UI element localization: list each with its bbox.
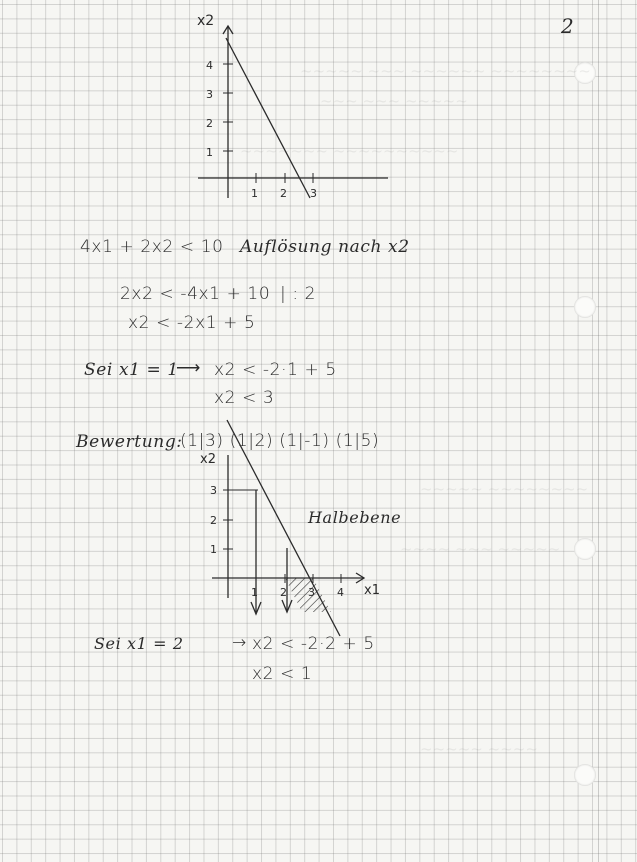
y-axis-label-1: x2 [197, 13, 215, 29]
x-axis-label-2: x1 [364, 583, 380, 598]
page-number: 2 [561, 14, 575, 38]
y-tick-label: 2 [206, 117, 213, 130]
y-tick-label: 3 [210, 484, 217, 497]
bleed-through-text: ~~~~~ ~~~~~~~~ [420, 480, 589, 498]
result-line: x2 < -2x1 + 5 [128, 313, 256, 333]
y-tick-label: 4 [206, 59, 213, 72]
x-tick-label: 1 [251, 187, 258, 200]
bleed-through-text: ~~~~~ ~~~~ [420, 740, 538, 758]
arrow: ⟶ [176, 358, 201, 378]
bleed-through-text: ~~~~ ~~~ ~~~~~ [400, 540, 561, 558]
substitution-line: Sei x1 = 1 [84, 360, 179, 380]
y-tick-label: 1 [210, 543, 217, 556]
step-line: 2x2 < -4x1 + 10 [120, 284, 271, 304]
bound-result-2: x2 < 1 [252, 664, 313, 684]
x-tick-label: 3 [308, 586, 315, 599]
x-tick-label: 2 [280, 586, 287, 599]
x-tick-label: 1 [251, 586, 258, 599]
bound-result: x2 < 3 [214, 388, 275, 408]
substitution-line-2: Sei x1 = 2 [94, 634, 184, 653]
x-tick-label: 2 [280, 187, 287, 200]
operation-note: | : 2 [280, 284, 317, 304]
bleed-through-text: ~~~ ~~~ ~~~~~ [320, 92, 468, 110]
y-tick-label: 3 [206, 88, 213, 101]
y-tick-label: 1 [206, 146, 213, 159]
x-tick-label: 3 [310, 187, 317, 200]
solve-note: Auflösung nach x2 [240, 237, 410, 257]
region-label: Halbebene [308, 508, 402, 527]
evaluation-points: (1|3) (1|2) (1|-1) (1|5) [180, 431, 380, 451]
evaluation-label: Bewertung: [76, 432, 183, 452]
x-tick-label: 4 [337, 586, 344, 599]
substitution-result-2: x2 < -2·2 + 5 [252, 634, 375, 654]
arrow-2: → [232, 633, 247, 653]
bleed-through-text: ~~~~~ ~~~ ~~~~~~ ~~~~~~~~ [300, 62, 591, 80]
inequality-line: 4x1 + 2x2 < 10 [80, 237, 224, 257]
bleed-through-text: ~~~~~~~ ~~~~~~~~~~ [240, 142, 459, 160]
substitution-result: x2 < -2·1 + 5 [214, 360, 337, 380]
y-axis-label-2: x2 [200, 452, 216, 467]
y-tick-label: 2 [210, 514, 217, 527]
